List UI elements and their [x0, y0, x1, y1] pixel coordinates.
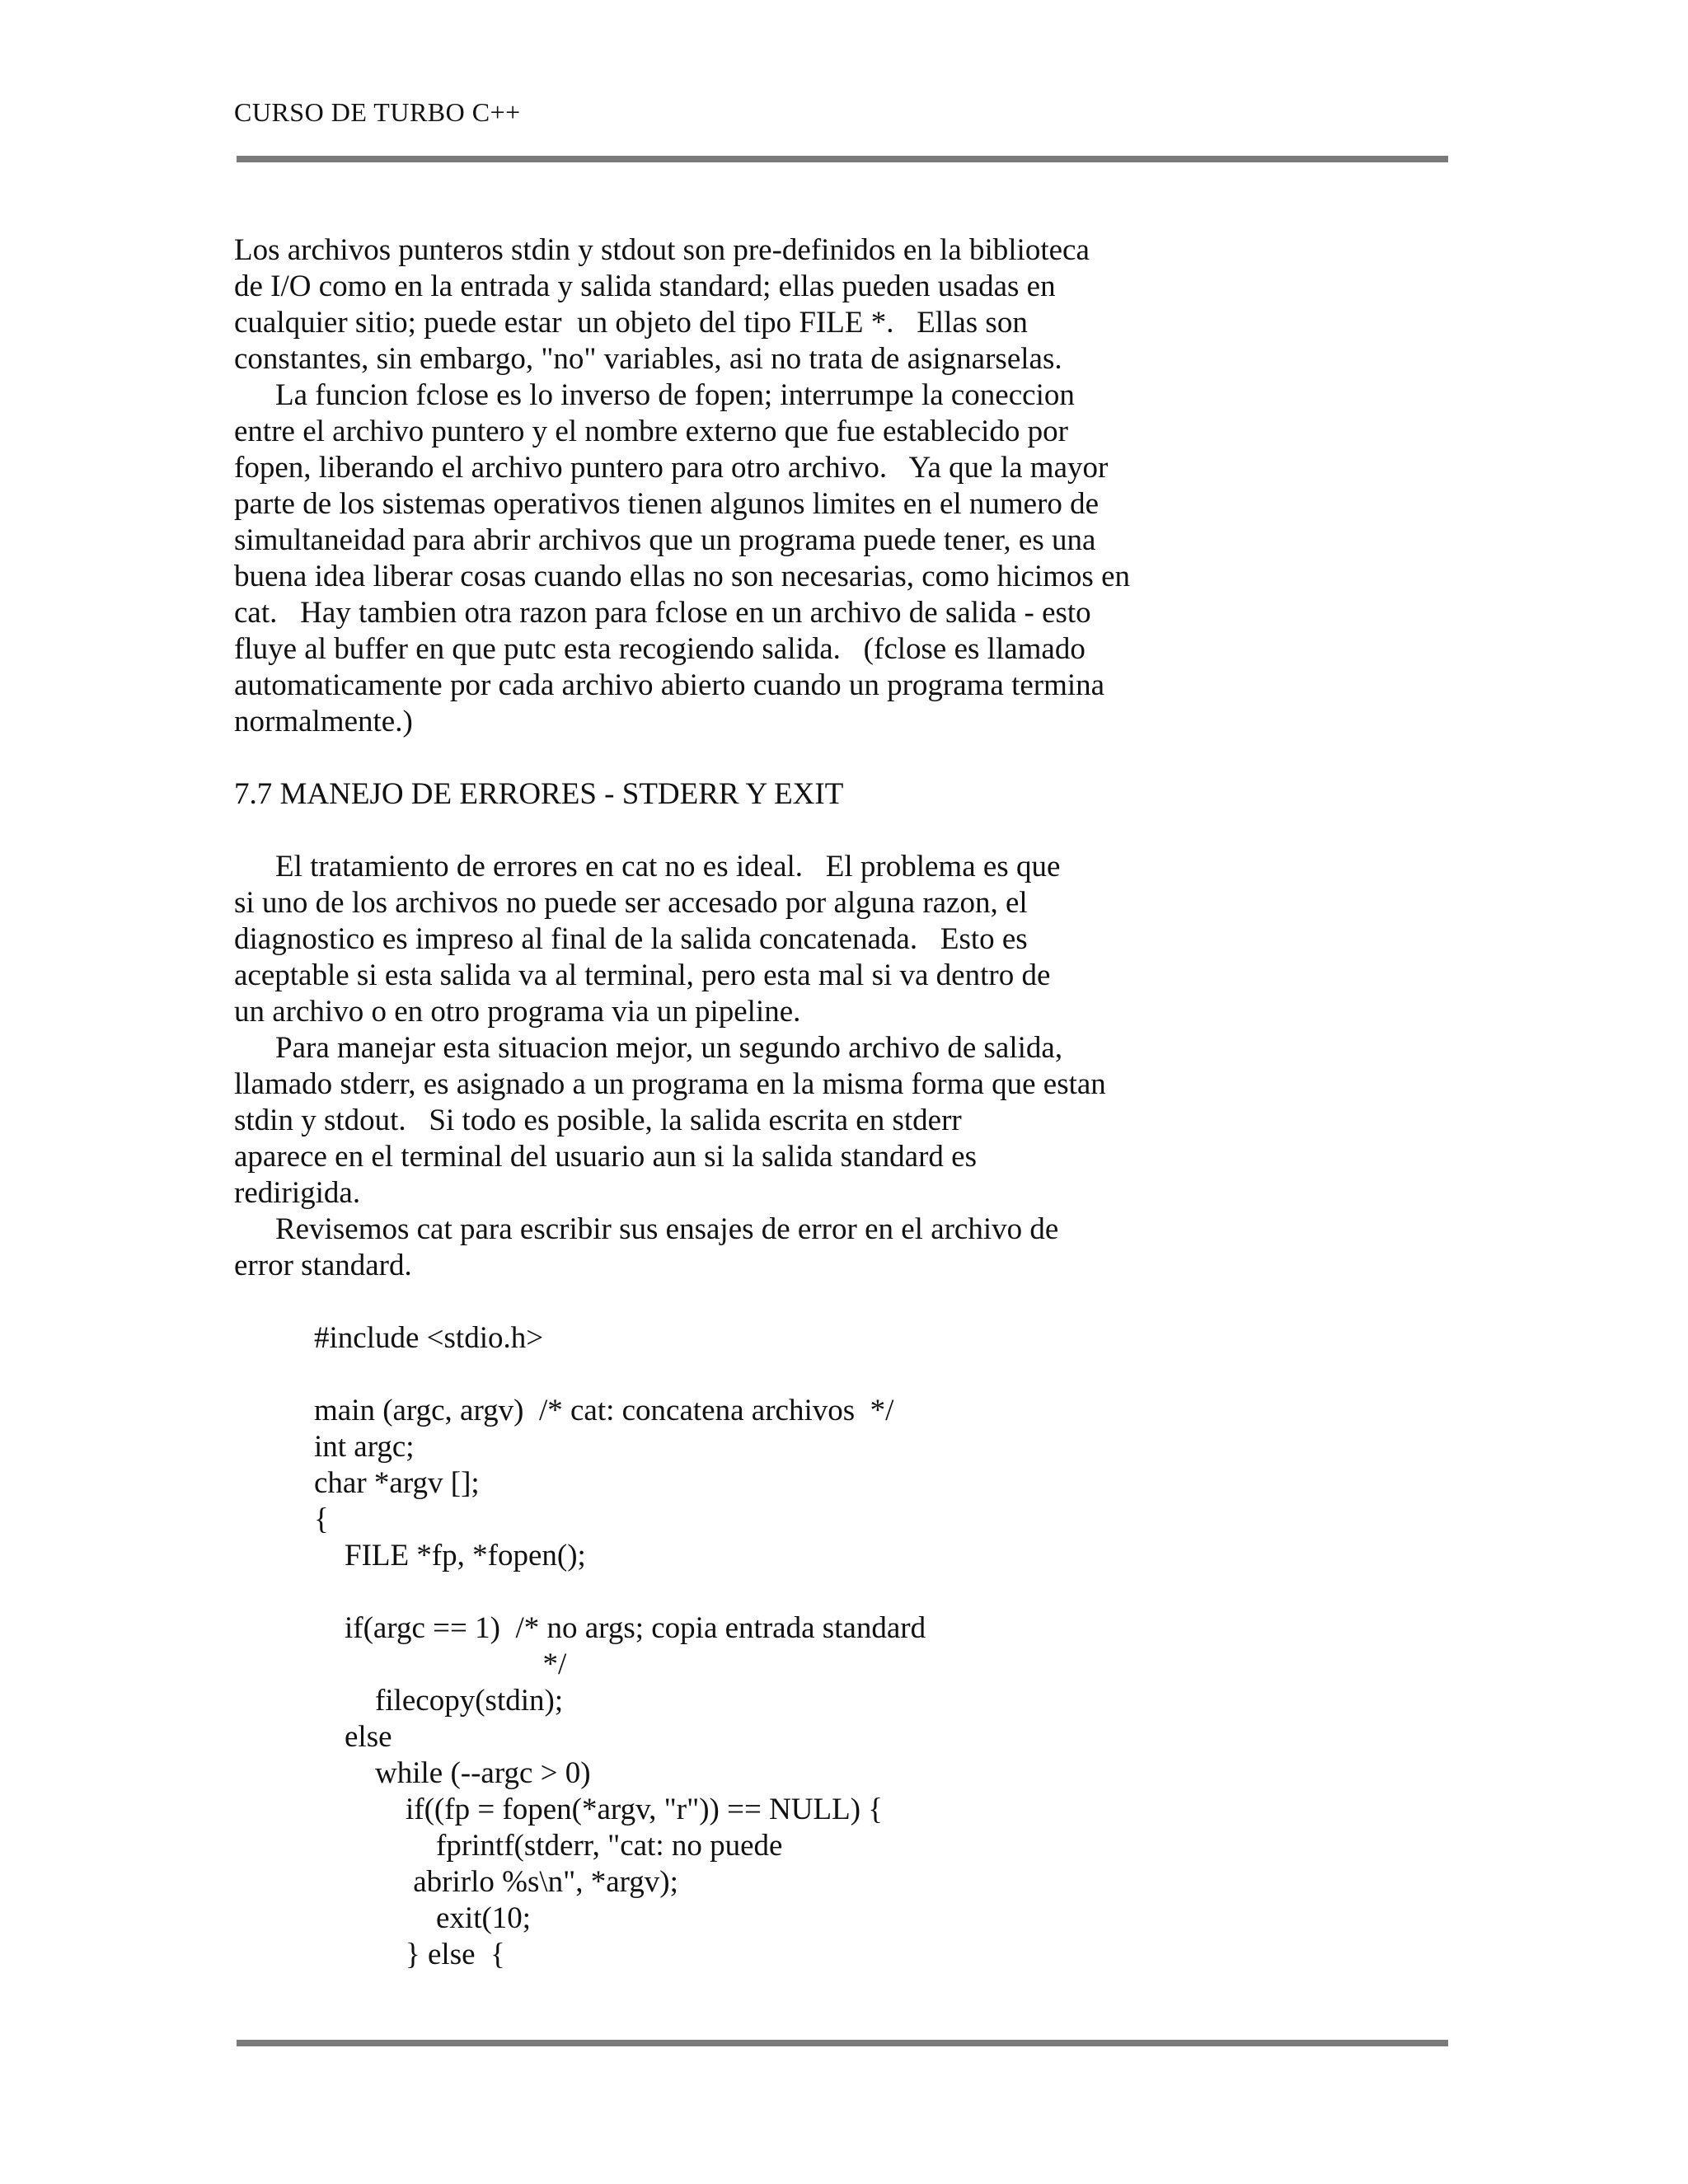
code-line — [314, 1357, 1264, 1393]
text-line: entre el archivo puntero y el nombre externo que fue establecido por — [234, 415, 1068, 448]
code-line: char *argv []; — [314, 1466, 480, 1500]
paragraph-2 — [234, 377, 1264, 740]
code-line — [314, 1574, 1264, 1610]
text-line: parte de los sistemas operativos tienen algunos limites en el numero de — [234, 487, 1100, 521]
text-line: La funcion fclose es lo inverso de fopen; interrumpe la coneccion — [275, 378, 1075, 412]
code-line: int argc; — [314, 1430, 415, 1464]
text-line: constantes, sin embargo, "no" variables, asi no trata de asignarselas. — [234, 342, 1062, 376]
text-line: Los archivos punteros stdin y stdout son pre-definidos en la biblioteca — [234, 233, 1090, 267]
text-line: redirigida. — [234, 1176, 361, 1210]
code-line: fprintf(stderr, "cat: no puede — [314, 1829, 783, 1863]
code-line: if((fp = fopen(*argv, "r")) == NULL) { — [314, 1793, 884, 1826]
code-line: exit(10; — [314, 1901, 532, 1935]
text-line: cat. Hay tambien otra razon para fclose en un archivo de salida - esto — [234, 596, 1091, 630]
text-line: normalmente.) — [234, 705, 413, 738]
text-line: cualquier sitio; puede estar un objeto del tipo FILE *. Ellas son — [234, 306, 1028, 340]
header-rule — [237, 156, 1448, 162]
text-line: aceptable si esta salida va al terminal, pero esta mal si va dentro de — [234, 958, 1051, 992]
section-heading: 7.7 MANEJO DE ERRORES - STDERR Y EXIT — [234, 777, 844, 811]
code-line: while (--argc > 0) — [314, 1756, 591, 1790]
code-line: abrirlo %s\n", *argv); — [314, 1865, 678, 1899]
code-line: if(argc == 1) /* no args; copia entrada standard — [314, 1611, 926, 1645]
code-line: FILE *fp, *fopen(); — [314, 1539, 586, 1572]
paragraph-1 — [234, 232, 1264, 377]
code-line: */ — [314, 1647, 567, 1681]
spacer — [234, 813, 1264, 849]
spacer — [234, 1284, 1264, 1320]
page-body — [234, 232, 1264, 1973]
code-line: else — [314, 1720, 392, 1754]
text-line: buena idea liberar cosas cuando ellas no son necesarias, como hicimos en — [234, 560, 1131, 593]
text-line: simultaneidad para abrir archivos que un programa puede tener, es una — [234, 523, 1096, 557]
text-line: de I/O como en la entrada y salida standard; ellas pueden usadas en — [234, 269, 1056, 303]
text-line: aparece en el terminal del usuario aun si la salida standard es — [234, 1140, 977, 1174]
text-line: stdin y stdout. Si todo es posible, la salida escrita en stderr — [234, 1104, 962, 1137]
text-line: diagnostico es impreso al final de la salida concatenada. Esto es — [234, 922, 1028, 956]
text-line: automaticamente por cada archivo abierto cuando un programa termina — [234, 668, 1105, 702]
text-line: fopen, liberando el archivo puntero para otro archivo. Ya que la mayor — [234, 451, 1109, 485]
page-header-title: CURSO DE TURBO C++ — [234, 97, 521, 127]
text-line: error standard. — [234, 1249, 412, 1282]
code-line: { — [314, 1502, 329, 1536]
code-line: #include <stdio.h> — [314, 1321, 544, 1355]
spacer — [234, 740, 1264, 776]
code-line: filecopy(stdin); — [314, 1684, 564, 1718]
text-line: fluye al buffer en que putc esta recogiendo salida. (fclose es llamado — [234, 632, 1085, 666]
code-line: main (argc, argv) /* cat: concatena archivos */ — [314, 1394, 894, 1427]
code-listing — [234, 1320, 1264, 1973]
text-line: llamado stderr, es asignado a un programa en la misma forma que estan — [234, 1067, 1106, 1101]
text-line: si uno de los archivos no puede ser accesado por alguna razon, el — [234, 886, 1028, 920]
paragraph-5 — [234, 1212, 1264, 1284]
footer-rule — [237, 2040, 1448, 2046]
text-line: El tratamiento de errores en cat no es ideal. El problema es que — [275, 850, 1061, 883]
code-line: } else { — [314, 1938, 505, 1971]
paragraph-3 — [234, 849, 1264, 1030]
paragraph-4 — [234, 1030, 1264, 1212]
text-line: Revisemos cat para escribir sus ensajes de error en el archivo de — [275, 1212, 1059, 1246]
text-line: Para manejar esta situacion mejor, un segundo archivo de salida, — [275, 1031, 1063, 1065]
text-line: un archivo o en otro programa via un pipeline. — [234, 995, 801, 1029]
